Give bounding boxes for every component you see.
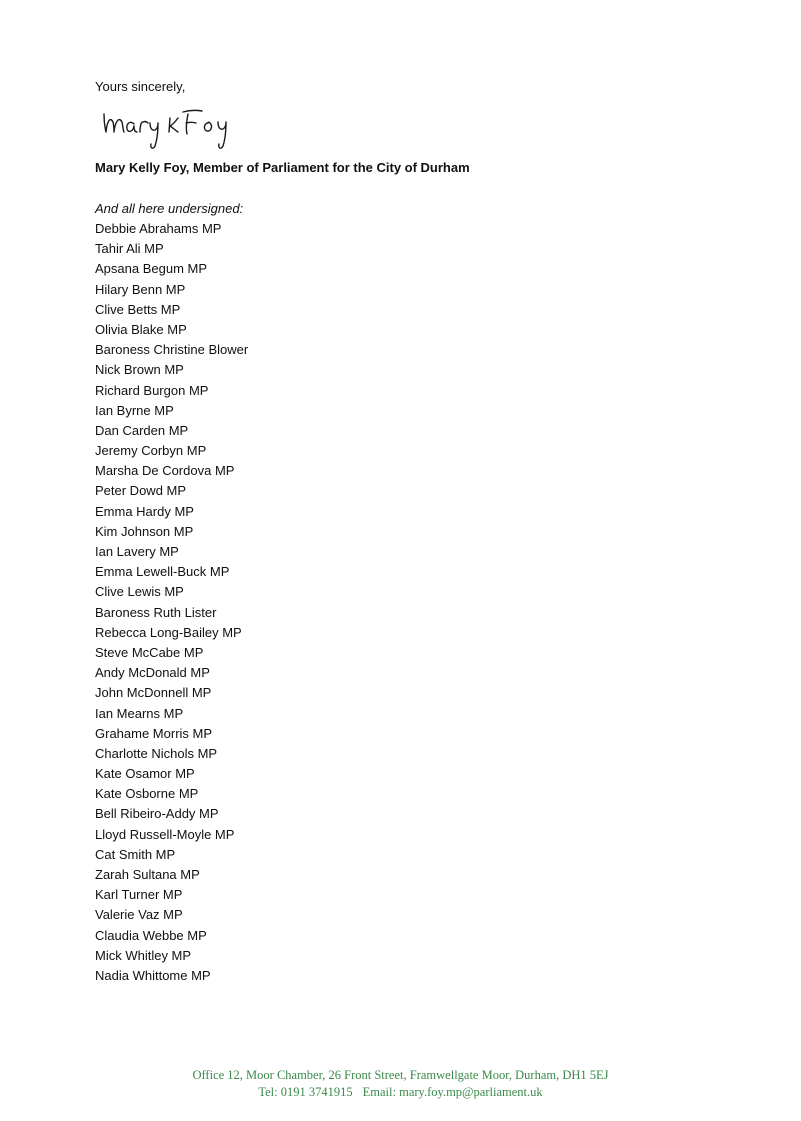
list-item: Nick Brown MP xyxy=(95,362,184,378)
signatory-line: Mary Kelly Foy, Member of Parliament for the City of Durham xyxy=(95,160,470,175)
list-item: Karl Turner MP xyxy=(95,887,183,903)
list-item: Peter Dowd MP xyxy=(95,483,187,499)
closing-text: Yours sincerely, xyxy=(95,79,186,94)
list-item: Bell Ribeiro-Addy MP xyxy=(95,806,219,822)
list-item: Baroness Ruth Lister xyxy=(95,604,217,620)
signatories-list xyxy=(95,220,248,987)
list-item: Emma Lewell-Buck MP xyxy=(95,564,230,580)
list-item: Zarah Sultana MP xyxy=(95,867,200,882)
list-item: Clive Lewis MP xyxy=(95,584,184,600)
list-item: Kate Osborne MP xyxy=(95,786,199,802)
list-item: Kim Johnson MP xyxy=(95,523,194,539)
list-item: Mick Whitley MP xyxy=(95,947,192,963)
list-item: Tahir Ali MP xyxy=(95,241,164,257)
list-item: Marsha De Cordova MP xyxy=(95,463,235,479)
list-item: Ian Byrne MP xyxy=(95,402,174,418)
list-item: Claudia Webbe MP xyxy=(95,927,207,943)
list-item: Andy McDonald MP xyxy=(95,665,210,681)
list-item: Emma Hardy MP xyxy=(95,503,194,519)
list-item: Nadia Whittome MP xyxy=(95,967,211,983)
list-item: John McDonnell MP xyxy=(95,685,212,701)
undersigned-heading: And all here undersigned: xyxy=(95,201,244,216)
footer-address: Office 12, Moor Chamber, 26 Front Street, Framwellgate Moor, Durham, DH1 5EJ xyxy=(192,1068,609,1082)
list-item: Grahame Morris MP xyxy=(95,725,213,741)
list-item: Olivia Blake MP xyxy=(95,321,187,337)
list-item: Lloyd Russell-Moyle MP xyxy=(95,826,235,842)
list-item: Kate Osamor MP xyxy=(95,766,195,782)
list-item: Baroness Christine Blower xyxy=(95,342,249,358)
list-item: Hilary Benn MP xyxy=(95,281,186,297)
letterhead-footer xyxy=(0,1067,801,1101)
list-item: Valerie Vaz MP xyxy=(95,907,183,923)
list-item: Jeremy Corbyn MP xyxy=(95,443,207,459)
list-item: Rebecca Long-Bailey MP xyxy=(95,624,242,640)
list-item: Ian Mearns MP xyxy=(95,705,184,721)
list-item: Cat Smith MP xyxy=(95,846,176,862)
list-item: Debbie Abrahams MP xyxy=(95,221,222,236)
list-item: Apsana Begum MP xyxy=(95,261,208,277)
list-item: Steve McCabe MP xyxy=(95,644,204,660)
list-item: Dan Carden MP xyxy=(95,422,189,438)
footer-contact xyxy=(0,1084,801,1101)
list-item: Charlotte Nichols MP xyxy=(95,745,218,761)
list-item: Richard Burgon MP xyxy=(95,382,209,398)
list-item: Clive Betts MP xyxy=(95,301,181,317)
list-item: Ian Lavery MP xyxy=(95,544,179,559)
handwritten-signature xyxy=(100,102,250,152)
footer-email: Email: mary.foy.mp@parliament.uk xyxy=(362,1085,543,1099)
footer-telephone: Tel: 0191 3741915 xyxy=(258,1085,353,1099)
